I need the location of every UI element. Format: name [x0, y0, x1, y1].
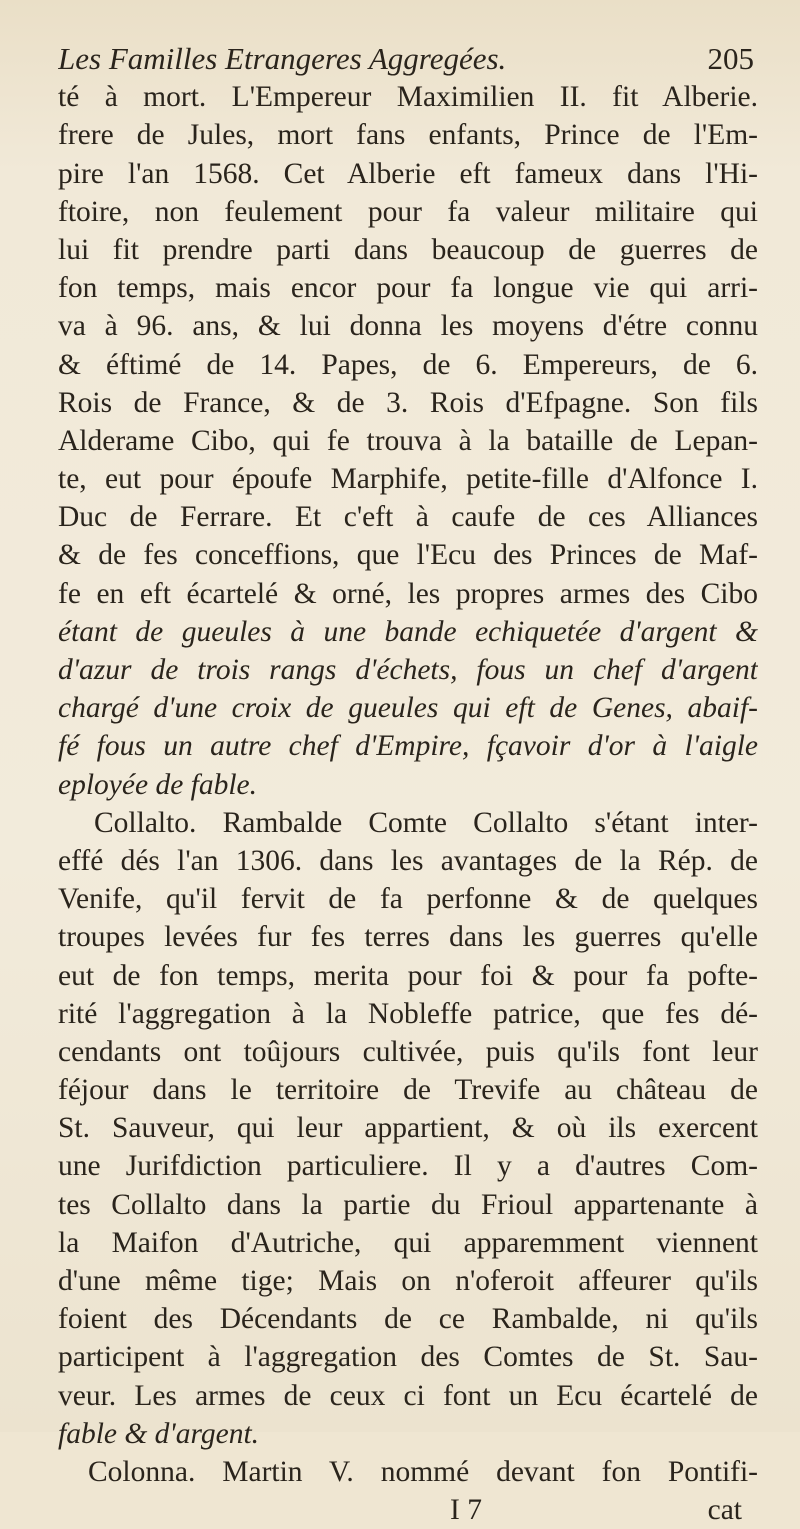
text-line: Rois de France, & de 3. Rois d'Efpagne. Son fils	[58, 386, 758, 419]
text-line: fe en eft écartelé & orné, les propres armes des Cibo	[58, 577, 758, 610]
text-line: Collalto. Rambalde Comte Collalto s'étant inter-	[94, 806, 758, 839]
text-line: & de fes conceffions, que l'Ecu des Princes de Maf-	[58, 539, 758, 572]
text-line: pire l'an 1568. Cet Alberie eft fameux dans l'Hi-	[58, 157, 758, 190]
text-line: une Jurifdiction particuliere. Il y a d'autres Com-	[58, 1150, 758, 1183]
text-line: fable & d'argent.	[58, 1417, 260, 1450]
text-line: eployée de fable.	[58, 768, 258, 801]
text-line: Colonna. Martin V. nommé devant fon Pontifi-	[88, 1455, 758, 1488]
text-line: d'azur de trois rangs d'échets, fous un chef d'argent	[58, 654, 758, 686]
text-line: troupes levées fur fes terres dans les guerres qu'elle	[58, 921, 758, 954]
text-line: Alderame Cibo, qui fe trouva à la bataille de Lepan-	[58, 424, 758, 457]
text-line: étant de gueules à une bande echiquetée d'argent &	[58, 615, 758, 648]
text-line: frere de Jules, mort fans enfants, Prince de l'Em-	[58, 119, 758, 152]
text-line: participent à l'aggregation des Comtes de St. Sau-	[58, 1341, 758, 1374]
text-line: té à mort. L'Empereur Maximilien II. fit Alberie.	[58, 81, 758, 114]
signature-mark: I 7	[450, 1494, 482, 1527]
text-line: chargé d'une croix de gueules qui eft de Genes, abaif-	[58, 692, 758, 725]
text-line: eut de fon temps, merita pour foi & pour fa pofte-	[58, 959, 758, 992]
text-line: ftoire, non feulement pour fa valeur militaire qui	[58, 195, 758, 228]
text-line: rité l'aggregation à la Nobleffe patrice, que fes dé-	[58, 997, 758, 1030]
text-line: fon temps, mais encor pour fa longue vie qui arri-	[58, 272, 758, 305]
text-line: la Maifon d'Autriche, qui apparemment viennent	[58, 1226, 758, 1259]
text-line: veur. Les armes de ceux ci font un Ecu écartelé de	[58, 1379, 758, 1412]
text-line: effé dés l'an 1306. dans les avantages de la Rép. de	[58, 844, 758, 877]
text-line: lui fit prendre parti dans beaucoup de guerres de	[58, 233, 758, 266]
text-line: foient des Décendants de ce Rambalde, ni qu'ils	[58, 1303, 758, 1336]
text-line: St. Sauveur, qui leur appartient, & où ils exercent	[58, 1112, 758, 1145]
text-line: & éftimé de 14. Papes, de 6. Empereurs, de 6.	[58, 348, 758, 381]
text-line: féjour dans le territoire de Trevife au château de	[58, 1074, 758, 1107]
text-line: cendants ont toûjours cultivée, puis qu'ils font leur	[58, 1035, 758, 1068]
text-line: Venife, qu'il fervit de fa perfonne & de quelques	[58, 883, 758, 916]
text-line: tes Collalto dans la partie du Frioul appartenante à	[58, 1188, 758, 1221]
running-header	[58, 40, 758, 78]
page-number: 205	[707, 41, 754, 76]
text-line: Duc de Ferrare. Et c'eft à caufe de ces Alliances	[58, 501, 758, 534]
catchword: cat	[707, 1494, 742, 1527]
text-line: va à 96. ans, & lui donna les moyens d'étre connu	[58, 310, 758, 343]
text-line: te, eut pour époufe Marphife, petite-fille d'Alfonce I.	[58, 463, 758, 496]
page-text	[58, 40, 758, 1529]
text-line: d'une même tige; Mais on n'oferoit affeurer qu'ils	[58, 1265, 758, 1297]
text-line: fé fous un autre chef d'Empire, fçavoir d'or à l'aigle	[58, 730, 758, 763]
page-footer	[58, 1491, 758, 1529]
running-title: Les Familles Etrangeres Aggregées.	[58, 41, 507, 76]
